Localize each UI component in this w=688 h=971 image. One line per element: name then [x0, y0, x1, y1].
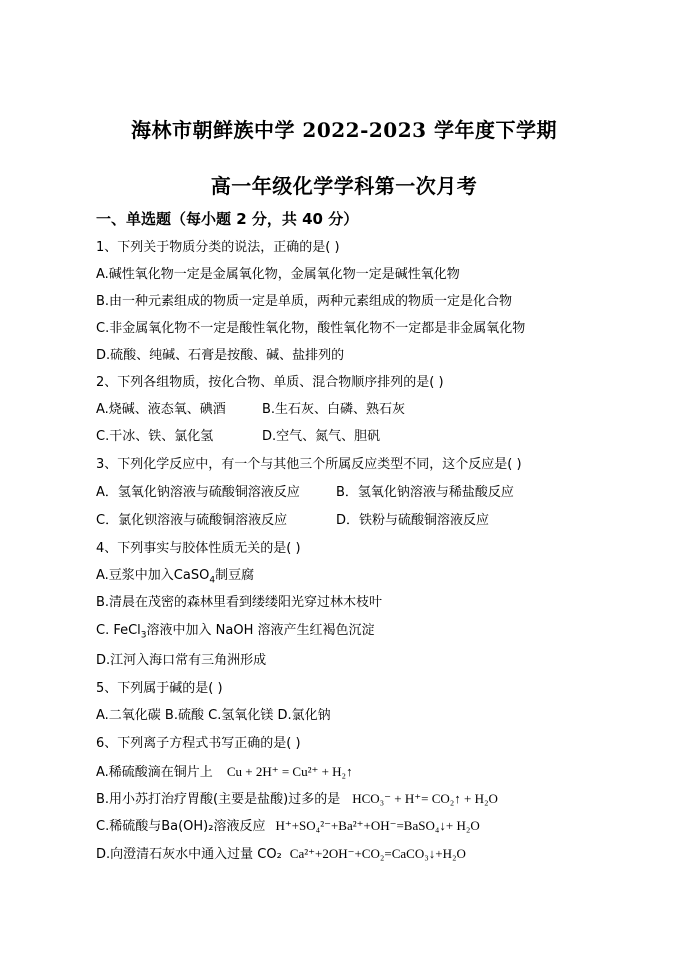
q4-a-post: 制豆腐: [215, 568, 255, 583]
q2-option-a: A.烧碱、液态氧、碘酒: [96, 402, 226, 417]
q1-stem: 1、下列关于物质分类的说法，正确的是( ): [96, 240, 340, 255]
q1-option-a: A.碱性氧化物一定是金属氧化物，金属氧化物一定是碱性氧化物: [96, 267, 460, 282]
q5-stem: 5、下列属于碱的是( ): [96, 681, 223, 696]
q6-stem: 6、下列离子方程式书写正确的是( ): [96, 736, 301, 751]
q3-option-a: A．氢氧化钠溶液与硫酸铜溶液反应: [96, 485, 300, 500]
q6-b-equation: HCO₃⁻ + H⁺= CO₂↑ + H₂O: [352, 791, 498, 806]
q4-stem: 4、下列事实与胶体性质无关的是( ): [96, 541, 301, 556]
q4-a-pre: A.豆浆中加入CaSO: [96, 568, 210, 583]
q6-c-text: C.稀硫酸与Ba(OH)₂溶液反应: [96, 819, 266, 834]
q6-a-text: A.稀硫酸滴在铜片上: [96, 765, 213, 780]
q6-c-equation: H⁺+SO₄²⁻+Ba²⁺+OH⁻=BaSO₄↓+ H₂O: [275, 818, 480, 833]
q6-d-equation: Ca²⁺+2OH⁻+CO₂=CaCO₃↓+H₂O: [289, 846, 466, 861]
q4-a-sub: 4: [209, 575, 216, 586]
q2-stem: 2、下列各组物质，按化合物、单质、混合物顺序排列的是( ): [96, 375, 444, 390]
q6-option-b: [96, 790, 498, 809]
q4-c-post: 溶液中加入 NaOH 溶液产生红褐色沉淀: [146, 623, 375, 638]
q6-option-d: [96, 845, 466, 864]
q4-option-b: B.清晨在茂密的森林里看到缕缕阳光穿过林木枝叶: [96, 595, 383, 610]
q1-option-d: D.硫酸、纯碱、石膏是按酸、碱、盐排列的: [96, 348, 345, 363]
q4-c-pre: C. FeCl: [96, 623, 141, 638]
q4-c-sub: 3: [140, 630, 147, 641]
q2-option-c: C.干冰、铁、氯化氢: [96, 429, 214, 444]
q3-stem: 3、下列化学反应中，有一个与其他三个所属反应类型不同，这个反应是( ): [96, 457, 522, 472]
q2-option-d: D.空气、氮气、胆矾: [262, 429, 381, 444]
exam-subtitle: 高一年级化学学科第一次月考: [210, 174, 478, 198]
q6-a-equation: Cu + 2H⁺ = Cu²⁺ + H₂↑: [226, 764, 353, 779]
q3-option-b: B．氢氧化钠溶液与稀盐酸反应: [336, 485, 514, 500]
q1-option-b: B.由一种元素组成的物质一定是单质，两种元素组成的物质一定是化合物: [96, 294, 513, 309]
q1-option-c: C.非金属氧化物不一定是酸性氧化物，酸性氧化物不一定都是非金属氧化物: [96, 321, 526, 336]
q3-option-c: C．氯化钡溶液与硫酸铜溶液反应: [96, 513, 288, 528]
q3-option-d: D．铁粉与硫酸铜溶液反应: [336, 513, 490, 528]
q6-option-a: [96, 763, 353, 782]
q6-option-c: [96, 817, 480, 836]
q4-option-d: D.江河入海口常有三角洲形成: [96, 653, 267, 668]
q4-option-a: [96, 567, 254, 585]
q4-option-c: [96, 622, 375, 640]
exam-title: 海林市朝鲜族中学 2022-2023 学年度下学期: [130, 118, 558, 142]
q6-d-text: D.向澄清石灰水中通入过量 CO₂: [96, 847, 282, 862]
q5-options: A.二氧化碳 B.硫酸 C.氢氧化镁 D.氯化钠: [96, 708, 331, 723]
q6-b-text: B.用小苏打治疗胃酸(主要是盐酸)过多的是: [96, 792, 341, 807]
q2-option-b: B.生石灰、白磷、熟石灰: [262, 402, 406, 417]
section-heading: 一、单选题（每小题 2 分，共 40 分）: [96, 210, 359, 228]
